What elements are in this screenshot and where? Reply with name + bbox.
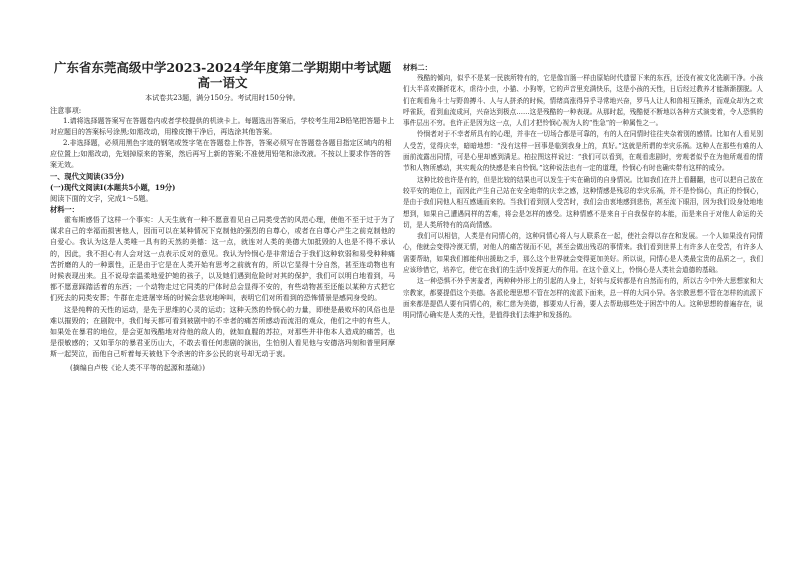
- material2-paragraph-4: 我们可以相信，人类是有同情心的，这种同情心将人与人联系在一起，使社会得以存在和发展。一个人如果没有同情心，他就会变得冷漠无情，对他人的痛苦视而不见，甚至会做出残忍的事情来。我们看到世界上有许多人在受苦，有许多人需要帮助，如果我们都能伸出援助之手，那么这个世界就会变得更加美好。所以说，同情心是人类最宝贵的品质之一，我们应该珍惜它，培养它，使它在我们的生活中发挥更大的作用。在这个意义上，怜悯心是人类社会道德的基础。: [403, 232, 763, 275]
- material2-paragraph-1: 残酷的倾向，似乎不是某一民族所特有的，它是像盲肠一样由原始时代遗留下来的东西，还没有被文化冼刷干净。小孩们大半喜欢撕折花木，虐待小虫，小猫、小狗等，它的声音里充满快乐，这是小孩的天性，日后经过教养才能渐渐摆脱。人们在观看角斗士与野兽搏斗、人与人拼杀的时候，情绪高涨得异乎寻常地兴奋，罗马人让人和兽相互撕杀，而观众却为之欢呼雀跃，看到血流成河，兴奋达到极点……这是残酷的一种表现。从那时起，残酷便不断地以各种方式演变着，令人恐惧的事件层出不穷。也许正是因为这一点，人们才把怜悯心视为人的“性急”的一种属性之一。: [403, 74, 763, 128]
- notice-item-1: 1.请将选择题答案写在答题卷内或者学校提供的机读卡上。每题选出答案后，学校考生用2B铅笔把答题卡上对应题目的答案标号涂黑;如需改动，用橡皮擦干净后，再选涂其他答案。: [50, 117, 395, 136]
- material1-paragraph-1: 霍布斯感悟了这样一个事实：人天生就有一种不愿意看见自己同类受苦的风范心理，使他不至于过于为了谋求自己的幸福而损害他人，因而可以在某种情况下克制他的强烈的自尊心，或者在自尊心产生之前克制他的自爱心。我认为这是人类唯一具有的天然的美德：这一点，就连对人类的美德大加抵毁的人也是不得不承认的，因此，我不担心有人会对这一点表示反对的意见。我认为怜悯心是非常适合于我们这种软弱和易受种种痛苦折磨的人的一种禀性，正是由于它是在人类开始有思考之前就有的，所以它显得十分自然，甚至连动物也有时候表现出来。且不说母亲温柔地爱护她的孩子，以及她们遇到危险时对其的保护，我们可以明白地看到，马都不愿意踩踏活着的东西；一个动物走过它同类的尸体时总会显得不安的，有些动物甚至还能以某种方式把它们死去的同类安葬；牛群在走进屠宰场的时候会悲哀地哞叫，表明它们对所看到的恐怖情景是感同身受的。: [50, 216, 395, 303]
- material2-paragraph-3: 这种比较也许是有的，但是比较的结果也可以发生于实在确切的自身情况。比如我们在井上看翻翻，也可以把自己放在较平安的地位上，而因此产生自己站在安全地带的庆幸之感，这种情感是残忍的幸灾乐祸，并不是怜悯心，真正的怜悯心，是由于我们同他人相互感通而来的。当我们看到别人受苦时，我们会由衷地感到悲伤，甚至流下眼泪，因为我们设身处地地想到，如果自己遭遇同样的苦难，将会是怎样的感受。这种情感不是来自于自我保存的本能，而是来自于对他人命运的关切，是人类所特有的高尚情感。: [403, 175, 763, 229]
- exam-title: 广东省东莞高级中学2023-2024学年度第二学期期中考试题: [53, 60, 392, 75]
- notice-label: 注意事项:: [50, 106, 82, 115]
- left-column: [50, 0, 395, 561]
- material1-source: (摘编自卢梭《论人类不平等的起源和基础》): [70, 363, 205, 372]
- material1-paragraph-2: 这是纯粹的天性的运动，是先于思维的心灵的运动；这种天然的怜悯心的力量，即使是最败坏的风俗也是难以摧毁的；在剧院中，我们每天都可看到被剧中的不幸者的痛苦所感动而流泪的观众，他们之中的有些人，如果处在暴君的地位，是会更加残酷地对待他的敌人的，就如血腥的苏拉，对那些并非他本人造成的痛苦，也是很敏感的；又如菲尔的暴君亚历山大，不敢去看任何悲剧的演出，生怕别人看见他与安德洛玛刻和普里阿摩斯一起哭泣，而他自己听着每天被他下令杀害的许多公民的哀号却无动于衷。: [50, 305, 395, 359]
- exam-subtitle: 高一语文: [197, 75, 248, 90]
- exam-meta: 本试卷共23题，满分150分。考试用时150分钟。: [145, 94, 300, 102]
- right-column: [403, 0, 763, 561]
- notice-item-2: 2.非选择题，必须用黑色字迹的钢笔或签字笔在答题卷上作答，答案必须写在答题卷各题目指定区域内的相应位置上;如需改动，先划掉原来的答案，然后再写上新的答案;不准使用铅笔和涂改液。不按以上要求作答的答案无效。: [50, 139, 392, 169]
- section-instruction: 阅读下面的文字，完成1～5题。: [50, 194, 153, 203]
- material2-paragraph-5: 这一种恐惧不外乎害羞者，两种种外形上的引起的人身上，好转与反转都是有自然而有的，所以古今中外大思想家和大宗教家，都要提倡这个美德。各派伦理思想不管在怎样的流派下面来，总一样的大同小异。各宗教思想不管在怎样的流派下面来都是提倡人要有同情心的，称仁慈为美德，都要劝人行善，要人去帮助那些处于困苦中的人。这种思想的普遍存在，说明同情心确实是人类的天性，是值得我们去维护和发扬的。: [403, 277, 763, 320]
- material1-label: 材料一：: [50, 205, 79, 214]
- material2-label: 材料二：: [403, 63, 432, 72]
- material2-paragraph-2: 怜悯者对于不幸者所具有的心理，并非在一切场合都是可靠的，有的人在同情时往往夹杂着别的感情。比如有人看见别人受苦，觉得庆幸，暗暗地想：“没有这样一回事是临到我身上的，真好。”这就是所谓的幸灾乐祸。这种人在那些有难的人面前流露出同情，可是心里却感到满足。柏拉图这样说过：“我们可以看到，在观看悲剧时，旁观者似乎在为他所观看的情节和人物所感动，其实观众的快感是来自怜悯。”这种说法也有一定的道理，怜悯心有时也确实带有这样的成分。: [403, 130, 763, 173]
- section-title: 一、现代文阅读(35分): [50, 172, 125, 181]
- section-subtitle: (一)现代文阅读Ⅰ(本题共5小题，19分): [50, 183, 176, 192]
